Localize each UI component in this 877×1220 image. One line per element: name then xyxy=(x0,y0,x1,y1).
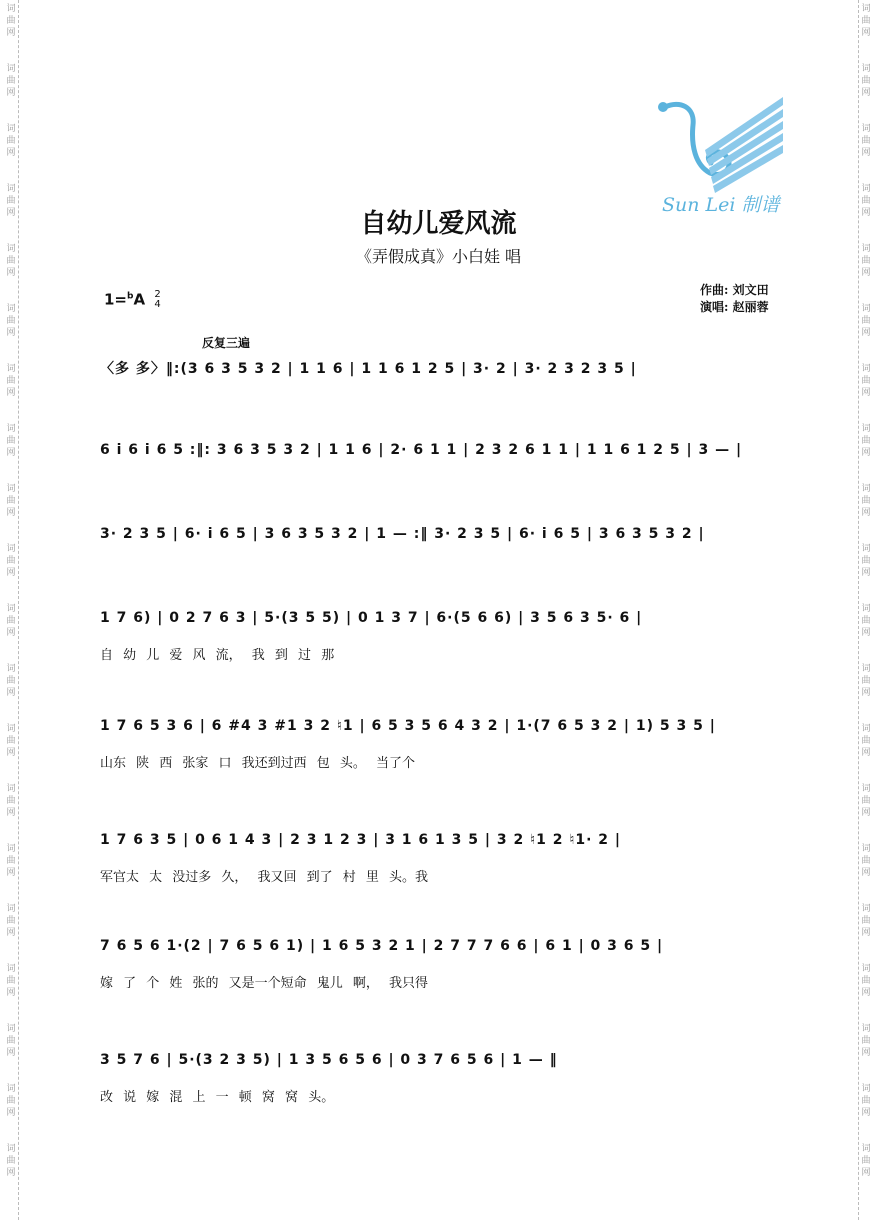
watermark-glyph: 曲 xyxy=(861,316,871,326)
watermark-glyph: 曲 xyxy=(6,76,16,86)
watermark-glyph: 网 xyxy=(6,208,16,218)
lyrics-line: 嫁 了 个 姓 张的 又是一个短命 鬼儿 啊， 我只得 xyxy=(100,976,429,990)
lyrics-line: 自 幼 儿 爱 风 流， 我 到 过 那 xyxy=(100,648,335,662)
watermark-glyph: 曲 xyxy=(6,616,16,626)
watermark-glyph: 词 xyxy=(861,424,871,434)
watermark-glyph: 网 xyxy=(861,448,871,458)
watermark-glyph: 曲 xyxy=(861,16,871,26)
watermark-glyph: 词 xyxy=(861,784,871,794)
watermark-glyph: 曲 xyxy=(861,256,871,266)
watermark-glyph: 曲 xyxy=(6,1096,16,1106)
watermark-glyph: 网 xyxy=(861,628,871,638)
watermark-glyph: 曲 xyxy=(861,736,871,746)
watermark-glyph: 网 xyxy=(861,388,871,398)
watermark-glyph: 词 xyxy=(6,784,16,794)
watermark-glyph: 词 xyxy=(6,1144,16,1154)
repeat-note: 反复三遍 xyxy=(202,336,251,350)
watermark-glyph: 词 xyxy=(6,724,16,734)
watermark-glyph: 曲 xyxy=(6,1036,16,1046)
lyrics-line xyxy=(100,392,790,410)
watermark-glyph: 网 xyxy=(861,1168,871,1178)
watermark-glyph: 网 xyxy=(861,568,871,578)
watermark-glyph: 曲 xyxy=(861,916,871,926)
watermark-glyph: 网 xyxy=(861,1048,871,1058)
watermark-glyph: 曲 xyxy=(861,436,871,446)
watermark-glyph: 词 xyxy=(6,544,16,554)
watermark-glyph: 曲 xyxy=(861,196,871,206)
watermark-glyph: 曲 xyxy=(861,1156,871,1166)
watermark-glyph: 网 xyxy=(861,208,871,218)
watermark-glyph: 词 xyxy=(861,484,871,494)
composer-credit: 作曲: 刘文田 xyxy=(700,283,769,297)
lyrics-line xyxy=(100,476,790,494)
notation-line: 1 7 6 3 5 | 0 6 1 4 3 | 2 3 1 2 3 | 3 1 6 1 3 5 | 3 2 ♮1 2 ♮1· 2 | xyxy=(100,832,621,848)
notation-line: 1 7 6 5 3 6 | 6 #4 3 #1 3 2 ♮1 | 6 5 3 5 6 4 3 2 | 1·(7 6 5 3 2 | 1) 5 3 5 | xyxy=(100,718,716,734)
notation-line: 7 6 5 6 1·(2 | 7 6 5 6 1) | 1 6 5 3 2 1 | 2 7 7 7 6 6 | 6 1 | 0 3 6 5 | xyxy=(100,938,664,954)
watermark-glyph: 网 xyxy=(6,1168,16,1178)
watermark-glyph: 词 xyxy=(861,1084,871,1094)
watermark-glyph: 曲 xyxy=(6,256,16,266)
watermark-glyph: 网 xyxy=(6,148,16,158)
watermark-glyph: 词 xyxy=(861,724,871,734)
meter-top: 2 xyxy=(154,289,161,300)
watermark-glyph: 词 xyxy=(861,364,871,374)
watermark-glyph: 曲 xyxy=(861,376,871,386)
watermark-glyph: 曲 xyxy=(861,676,871,686)
watermark-glyph: 曲 xyxy=(6,676,16,686)
watermark-glyph: 词 xyxy=(861,124,871,134)
watermark-glyph: 网 xyxy=(6,328,16,338)
watermark-glyph: 词 xyxy=(6,604,16,614)
watermark-glyph: 网 xyxy=(861,268,871,278)
watermark-glyph: 网 xyxy=(861,688,871,698)
watermark-glyph: 词 xyxy=(861,304,871,314)
watermark-glyph: 网 xyxy=(6,508,16,518)
watermark-glyph: 曲 xyxy=(861,556,871,566)
watermark-glyph: 词 xyxy=(861,544,871,554)
watermark-glyph: 曲 xyxy=(861,856,871,866)
watermark-glyph: 曲 xyxy=(861,496,871,506)
watermark-glyph: 网 xyxy=(861,28,871,38)
watermark-glyph: 曲 xyxy=(6,436,16,446)
watermark-glyph: 网 xyxy=(6,868,16,878)
watermark-glyph: 网 xyxy=(861,328,871,338)
watermark-glyph: 曲 xyxy=(861,76,871,86)
watermark-glyph: 网 xyxy=(6,748,16,758)
watermark-glyph: 网 xyxy=(861,928,871,938)
watermark-glyph: 词 xyxy=(861,184,871,194)
notation-line: 3 5 7 6 | 5·(3 2 3 5) | 1 3 5 6 5 6 | 0 3 7 6 5 6 | 1 — ‖ xyxy=(100,1052,558,1068)
watermark-glyph: 网 xyxy=(6,388,16,398)
watermark-glyph: 词 xyxy=(861,1024,871,1034)
logo-text: Sun Lei 制谱 xyxy=(662,194,780,216)
watermark-glyph: 词 xyxy=(6,124,16,134)
watermark-glyph: 词 xyxy=(861,4,871,14)
watermark-glyph: 曲 xyxy=(861,136,871,146)
watermark-glyph: 词 xyxy=(6,244,16,254)
watermark-glyph: 曲 xyxy=(6,736,16,746)
watermark-glyph: 网 xyxy=(861,868,871,878)
watermark-glyph: 词 xyxy=(6,964,16,974)
watermark-glyph: 曲 xyxy=(6,196,16,206)
watermark-glyph: 词 xyxy=(861,844,871,854)
watermark-glyph: 词 xyxy=(6,4,16,14)
watermark-glyph: 曲 xyxy=(861,1036,871,1046)
watermark-glyph: 网 xyxy=(861,988,871,998)
flat-sign: b xyxy=(127,291,134,302)
watermark-glyph: 网 xyxy=(6,268,16,278)
watermark-glyph: 词 xyxy=(6,424,16,434)
lyrics-line: 山东 陕 西 张家 口 我还到过西 包 头。 当了个 xyxy=(100,756,416,770)
watermark-glyph: 网 xyxy=(861,1108,871,1118)
watermark-glyph: 词 xyxy=(861,1144,871,1154)
watermark-glyph: 词 xyxy=(6,664,16,674)
key-prefix: 1= xyxy=(104,290,128,309)
watermark-glyph: 词 xyxy=(6,844,16,854)
notation-line: 〈多 多〉‖:(3 6 3 5 3 2 | 1 1 6 | 1 1 6 1 2 5 | 3· 2 | 3· 2 3 2 3 5 | xyxy=(100,361,637,377)
watermark-glyph: 词 xyxy=(6,1084,16,1094)
watermark-glyph: 网 xyxy=(6,1048,16,1058)
watermark-glyph: 曲 xyxy=(6,976,16,986)
watermark-glyph: 词 xyxy=(861,604,871,614)
notation-line: 1 7 6) | 0 2 7 6 3 | 5·(3 5 5) | 0 1 3 7 | 6·(5 6 6) | 3 5 6 3 5· 6 | xyxy=(100,610,643,626)
watermark-glyph: 曲 xyxy=(6,796,16,806)
watermark-glyph: 词 xyxy=(6,304,16,314)
credits xyxy=(700,282,769,316)
watermark-glyph: 曲 xyxy=(861,1096,871,1106)
watermark-glyph: 曲 xyxy=(6,16,16,26)
watermark-glyph: 词 xyxy=(861,904,871,914)
watermark-glyph: 曲 xyxy=(6,496,16,506)
watermark-glyph: 词 xyxy=(6,484,16,494)
watermark-glyph: 网 xyxy=(861,88,871,98)
watermark-glyph: 网 xyxy=(6,628,16,638)
key-note: A xyxy=(133,290,146,309)
watermark-glyph: 曲 xyxy=(6,916,16,926)
watermark-glyph: 曲 xyxy=(861,976,871,986)
notation-line: 6 i 6 i 6 5 :‖: 3 6 3 5 3 2 | 1 1 6 | 2· 6 1 1 | 2 3 2 6 1 1 | 1 1 6 1 2 5 | 3 — | xyxy=(100,442,743,458)
watermark-glyph: 网 xyxy=(6,1108,16,1118)
watermark-glyph: 曲 xyxy=(6,376,16,386)
watermark-glyph: 曲 xyxy=(861,796,871,806)
lyrics-line: 军官太 太 没过多 久， 我又回 到了 村 里 头。我 xyxy=(100,870,429,884)
song-title: 自幼儿爱风流 xyxy=(360,209,517,239)
watermark-glyph: 网 xyxy=(861,748,871,758)
watermark-glyph: 曲 xyxy=(6,136,16,146)
watermark-glyph: 词 xyxy=(861,664,871,674)
watermark-glyph: 网 xyxy=(6,28,16,38)
watermark-glyph: 网 xyxy=(6,568,16,578)
watermark-glyph: 词 xyxy=(6,904,16,914)
watermark-glyph: 网 xyxy=(861,808,871,818)
watermark-glyph: 网 xyxy=(6,988,16,998)
watermark-glyph: 词 xyxy=(6,1024,16,1034)
watermark-glyph: 词 xyxy=(6,64,16,74)
watermark-glyph: 网 xyxy=(6,448,16,458)
watermark-glyph: 曲 xyxy=(6,316,16,326)
watermark-glyph: 曲 xyxy=(6,856,16,866)
notation-line: 3· 2 3 5 | 6· i 6 5 | 3 6 3 5 3 2 | 1 — :‖ 3· 2 3 5 | 6· i 6 5 | 3 6 3 5 3 2 | xyxy=(100,526,705,542)
watermark-glyph: 曲 xyxy=(861,616,871,626)
watermark-glyph: 词 xyxy=(861,964,871,974)
key-signature xyxy=(104,290,161,310)
watermark-glyph: 词 xyxy=(861,244,871,254)
watermark-glyph: 词 xyxy=(6,184,16,194)
meter-bottom: 4 xyxy=(154,299,161,310)
song-subtitle: 《弄假成真》小白娃 唱 xyxy=(355,247,522,266)
lyrics-line xyxy=(100,560,790,578)
watermark-glyph: 词 xyxy=(861,64,871,74)
watermark-glyph: 词 xyxy=(6,364,16,374)
watermark-glyph: 网 xyxy=(861,508,871,518)
watermark-glyph: 网 xyxy=(861,148,871,158)
watermark-glyph: 网 xyxy=(6,808,16,818)
singer-credit: 演唱: 赵丽蓉 xyxy=(700,300,769,314)
watermark-glyph: 曲 xyxy=(6,1156,16,1166)
watermark-glyph: 网 xyxy=(6,688,16,698)
watermark-glyph: 网 xyxy=(6,88,16,98)
watermark-glyph: 网 xyxy=(6,928,16,938)
watermark-glyph: 曲 xyxy=(6,556,16,566)
time-signature xyxy=(154,290,160,310)
lyrics-line: 改 说 嫁 混 上 一 顿 窝 窝 头。 xyxy=(100,1090,335,1104)
